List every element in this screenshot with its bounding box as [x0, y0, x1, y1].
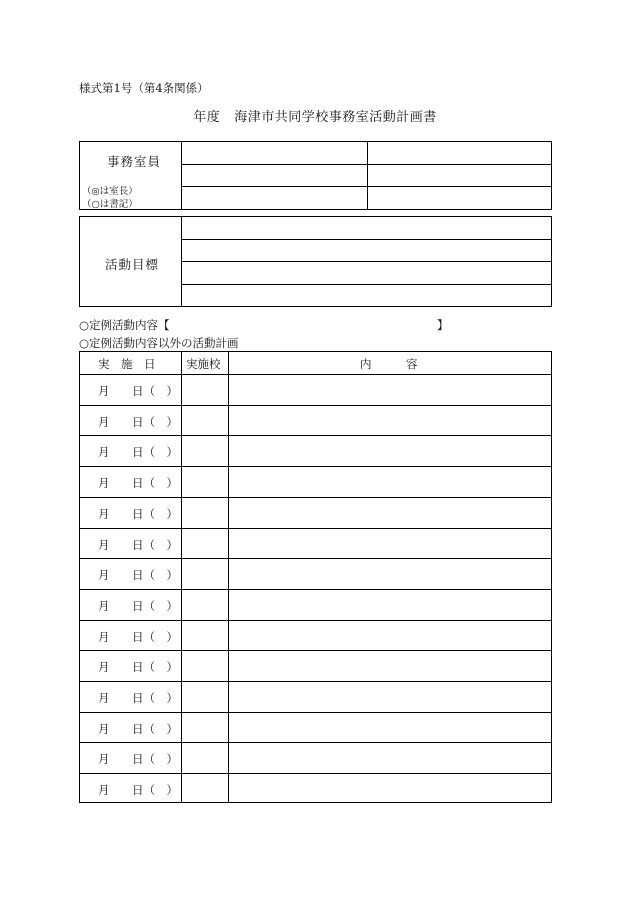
regular-activity-label: ○定例活動内容【 — [79, 318, 170, 332]
row-day-label: 日（ ） — [132, 598, 178, 613]
row-content-field[interactable] — [229, 375, 551, 405]
row-month-label: 月 — [98, 721, 110, 736]
row-school-field[interactable] — [182, 498, 228, 528]
row-day-label: 日（ ） — [132, 476, 178, 491]
row-school-field[interactable] — [182, 774, 228, 804]
year-label: 年度 — [193, 110, 221, 125]
row-month-label: 月 — [98, 414, 110, 429]
table-row — [80, 743, 551, 773]
row-month-label: 月 — [98, 506, 110, 521]
staff-name-field-4[interactable] — [368, 165, 551, 186]
row-content-field[interactable] — [229, 590, 551, 620]
row-day-label: 日（ ） — [132, 506, 178, 521]
row-school-field[interactable] — [182, 621, 228, 651]
row-month-label: 月 — [98, 752, 110, 767]
staff-note-chief: （◎は室長） — [82, 186, 138, 197]
goals-label: 活動目標 — [105, 257, 160, 272]
row-month-label: 月 — [98, 445, 110, 460]
row-content-field[interactable] — [229, 406, 551, 436]
goal-field-4[interactable] — [182, 285, 551, 306]
row-content-field[interactable] — [229, 436, 551, 466]
row-month-label: 月 — [98, 660, 110, 675]
row-school-field[interactable] — [182, 436, 228, 466]
row-content-field[interactable] — [229, 743, 551, 773]
table-row — [80, 498, 551, 528]
row-month-label: 月 — [98, 384, 110, 398]
row-day-label: 日（ ） — [132, 445, 178, 460]
row-content-field[interactable] — [229, 529, 551, 559]
title-text: 海津市共同学校事務室活動計画書 — [234, 110, 437, 125]
table-row — [80, 467, 551, 497]
staff-table — [79, 141, 552, 210]
column-header-school: 実施校 — [186, 357, 221, 371]
other-activity-label: ○定例活動内容以外の活動計画 — [79, 336, 239, 350]
row-school-field[interactable] — [182, 559, 228, 589]
row-school-field[interactable] — [182, 406, 228, 436]
staff-name-field-6[interactable] — [368, 187, 551, 209]
row-day-label: 日（ ） — [132, 414, 178, 429]
row-school-field[interactable] — [182, 713, 228, 743]
row-month-label: 月 — [98, 537, 110, 552]
row-content-field[interactable] — [229, 651, 551, 681]
staff-name-field-5[interactable] — [182, 187, 367, 209]
table-row — [80, 713, 551, 743]
row-content-field[interactable] — [229, 713, 551, 743]
row-school-field[interactable] — [182, 375, 228, 405]
table-row — [80, 682, 551, 712]
row-content-field[interactable] — [229, 559, 551, 589]
row-content-field[interactable] — [229, 467, 551, 497]
row-month-label: 月 — [98, 598, 110, 613]
table-row — [80, 436, 551, 466]
table-row — [80, 375, 551, 405]
table-row — [80, 774, 551, 804]
row-day-label: 日（ ） — [132, 384, 178, 398]
row-month-label: 月 — [98, 629, 110, 644]
goal-field-3[interactable] — [182, 262, 551, 284]
row-school-field[interactable] — [182, 529, 228, 559]
column-header-content: 内 容 — [360, 357, 418, 371]
row-school-field[interactable] — [182, 743, 228, 773]
row-school-field[interactable] — [182, 467, 228, 497]
table-row — [80, 559, 551, 589]
row-day-label: 日（ ） — [132, 691, 178, 705]
activity-plan-table — [79, 351, 552, 803]
row-content-field[interactable] — [229, 682, 551, 712]
row-school-field[interactable] — [182, 651, 228, 681]
row-content-field[interactable] — [229, 621, 551, 651]
regular-activity-field[interactable] — [180, 315, 435, 331]
regular-activity-close: 】 — [437, 318, 449, 332]
form-number: 様式第1号（第4条関係） — [79, 81, 209, 95]
page-title — [0, 106, 630, 125]
table-row — [80, 529, 551, 559]
goal-field-1[interactable] — [182, 217, 551, 239]
row-day-label: 日（ ） — [132, 568, 178, 583]
table-row — [80, 651, 551, 681]
staff-name-field-3[interactable] — [182, 165, 367, 186]
goals-table — [79, 216, 552, 307]
row-school-field[interactable] — [182, 590, 228, 620]
staff-name-field-2[interactable] — [368, 142, 551, 164]
row-day-label: 日（ ） — [132, 660, 178, 675]
row-content-field[interactable] — [229, 774, 551, 804]
row-month-label: 月 — [98, 783, 110, 798]
row-day-label: 日（ ） — [132, 752, 178, 767]
column-header-date: 実 施 日 — [98, 357, 156, 371]
row-month-label: 月 — [98, 691, 110, 705]
row-month-label: 月 — [98, 476, 110, 491]
row-content-field[interactable] — [229, 498, 551, 528]
row-day-label: 日（ ） — [132, 629, 178, 644]
row-day-label: 日（ ） — [132, 783, 178, 798]
row-day-label: 日（ ） — [132, 721, 178, 736]
table-row — [80, 406, 551, 436]
row-school-field[interactable] — [182, 682, 228, 712]
staff-label: 事務室員 — [107, 154, 162, 169]
table-row — [80, 590, 551, 620]
goal-field-2[interactable] — [182, 240, 551, 261]
row-day-label: 日（ ） — [132, 537, 178, 552]
staff-name-field-1[interactable] — [182, 142, 367, 164]
table-row — [80, 621, 551, 651]
row-month-label: 月 — [98, 568, 110, 583]
staff-note-secretary: （○は書記） — [82, 199, 138, 210]
